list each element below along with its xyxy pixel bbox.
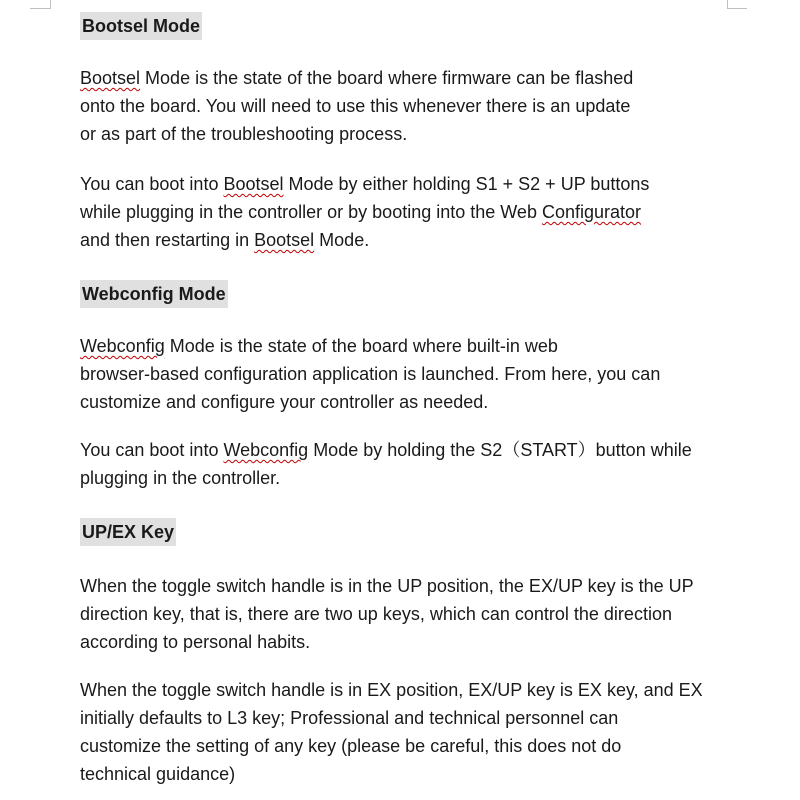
paragraph <box>80 676 703 788</box>
text-line <box>80 676 703 704</box>
text-run: Mode. <box>314 230 370 250</box>
text-run: initially defaults to L3 key; Professional and technical personnel can <box>80 708 619 728</box>
text-line <box>80 120 633 148</box>
text-run: direction key, that is, there are two up keys, which can control the direction <box>80 604 672 624</box>
spellcheck-flagged-word[interactable]: Bootsel <box>80 68 141 88</box>
text-run: Mode by either holding S1 + S2 + UP buttons <box>283 174 650 194</box>
text-run: browser-based configuration application is launched. From here, you can <box>80 364 661 384</box>
spellcheck-flagged-word[interactable]: Bootsel <box>254 230 315 250</box>
text-line <box>80 388 660 416</box>
spellcheck-flagged-word[interactable]: Bootsel <box>223 174 284 194</box>
margin-corner-mark-left <box>50 0 51 9</box>
text-run: When the toggle switch handle is in EX position, EX/UP key is EX key, and EX <box>80 680 703 700</box>
text-run: or as part of the troubleshooting process. <box>80 124 408 144</box>
margin-corner-mark-right <box>727 0 728 9</box>
text-line <box>80 464 692 492</box>
text-line <box>80 600 694 628</box>
section-heading: UP/EX Key <box>80 518 176 546</box>
margin-corner-mark-right <box>727 8 747 9</box>
text-line <box>80 198 649 226</box>
paragraph <box>80 64 633 148</box>
spellcheck-flagged-word[interactable]: Webconfig <box>223 440 309 460</box>
text-run: and then restarting in <box>80 230 255 250</box>
text-run: Mode by holding the S2（START）button while <box>308 440 692 460</box>
text-run: onto the board. You will need to use this whenever there is an update <box>80 96 631 116</box>
text-line <box>80 732 703 760</box>
text-line <box>80 704 703 732</box>
text-line <box>80 64 633 92</box>
text-line <box>80 92 633 120</box>
text-line <box>80 436 692 464</box>
text-run: technical guidance) <box>80 764 236 784</box>
margin-corner-mark-left <box>30 8 50 9</box>
text-line <box>80 572 694 600</box>
text-line <box>80 170 649 198</box>
paragraph <box>80 170 649 254</box>
text-run: while plugging in the controller or by booting into the Web <box>80 202 542 222</box>
text-run: When the toggle switch handle is in the UP position, the EX/UP key is the UP <box>80 576 694 596</box>
spellcheck-flagged-word[interactable]: Webconfig <box>80 336 165 356</box>
text-run: customize and configure your controller as needed. <box>80 392 489 412</box>
text-run: customize the setting of any key (please be careful, this does not do <box>80 736 622 756</box>
text-line <box>80 360 660 388</box>
text-run: according to personal habits. <box>80 632 311 652</box>
text-run: Mode is the state of the board where firmware can be flashed <box>140 68 634 88</box>
text-line <box>80 760 703 788</box>
text-run: plugging in the controller. <box>80 468 281 488</box>
text-line <box>80 226 649 254</box>
text-line <box>80 628 694 656</box>
text-run: You can boot into <box>80 440 224 460</box>
section-heading: Webconfig Mode <box>80 280 228 308</box>
text-run: Mode is the state of the board where built-in web <box>164 336 558 356</box>
paragraph <box>80 436 692 492</box>
paragraph <box>80 572 694 656</box>
paragraph <box>80 332 660 416</box>
section-heading: Bootsel Mode <box>80 12 202 40</box>
spellcheck-flagged-word[interactable]: Configurator <box>541 202 642 222</box>
text-run: You can boot into <box>80 174 224 194</box>
text-line <box>80 332 660 360</box>
